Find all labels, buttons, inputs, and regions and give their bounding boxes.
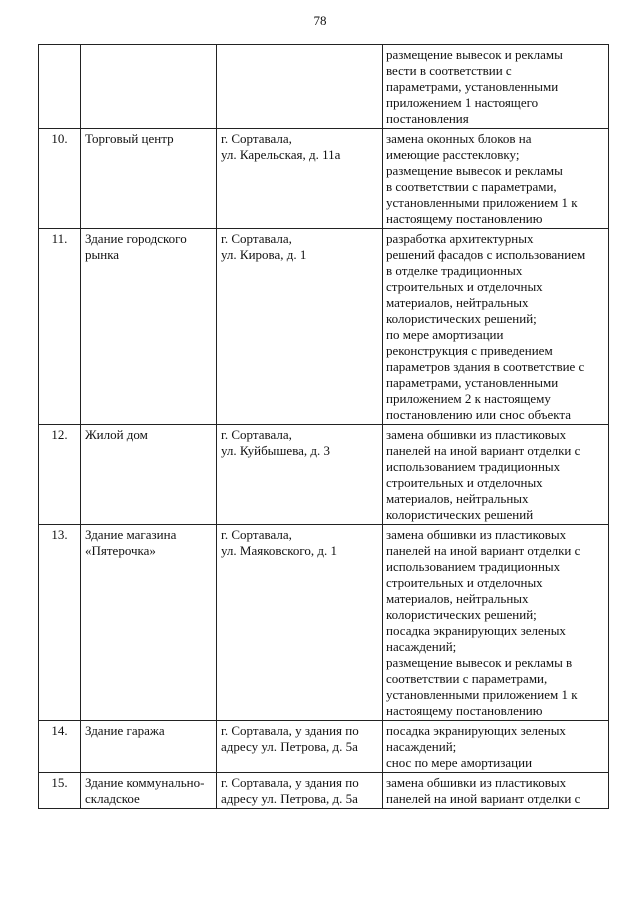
object-address: г. Сортавала, у здания по адресу ул. Петрова, д. 5а xyxy=(217,773,383,809)
row-number: 12. xyxy=(39,425,81,525)
table-row xyxy=(39,45,609,129)
object-name: Жилой дом xyxy=(81,425,217,525)
object-address: г. Сортавала, ул. Кирова, д. 1 xyxy=(217,229,383,425)
object-name: Здание гаража xyxy=(81,721,217,773)
table-row xyxy=(39,425,609,525)
row-number: 11. xyxy=(39,229,81,425)
page-number: 78 xyxy=(313,13,327,28)
object-name: Здание коммунально- складское xyxy=(81,773,217,809)
object-requirements: посадка экранирующих зеленых насаждений; снос по мере амортизации xyxy=(383,721,609,773)
table-row xyxy=(39,525,609,721)
object-address: г. Сортавала, у здания по адресу ул. Петрова, д. 5а xyxy=(217,721,383,773)
table-row xyxy=(39,229,609,425)
object-name: Здание магазина «Пятерочка» xyxy=(81,525,217,721)
row-number: 13. xyxy=(39,525,81,721)
object-requirements: разработка архитектурных решений фасадов с использованием в отделке традиционных строительных и отделочных материалов, нейтральных колористических решений; по мере амортизации реконструкция с приведением параметров здания в соответствие с параметрами, установленными приложением 2 к настоящему постановлению или снос объекта xyxy=(383,229,609,425)
table-row xyxy=(39,773,609,809)
object-address: г. Сортавала, ул. Маяковского, д. 1 xyxy=(217,525,383,721)
row-number: 15. xyxy=(39,773,81,809)
object-requirements: размещение вывесок и рекламы вести в соответствии с параметрами, установленными приложением 1 настоящего постановления xyxy=(383,45,609,129)
object-name xyxy=(81,45,217,129)
object-address: г. Сортавала, ул. Карельская, д. 11а xyxy=(217,129,383,229)
row-number: 14. xyxy=(39,721,81,773)
row-number xyxy=(39,45,81,129)
object-address: г. Сортавала, ул. Куйбышева, д. 3 xyxy=(217,425,383,525)
object-requirements: замена обшивки из пластиковых панелей на иной вариант отделки с xyxy=(383,773,609,809)
object-address xyxy=(217,45,383,129)
row-number: 10. xyxy=(39,129,81,229)
object-requirements: замена оконных блоков на имеющие расстекловку; размещение вывесок и рекламы в соответствии с параметрами, установленными приложением 1 к настоящему постановлению xyxy=(383,129,609,229)
object-name: Торговый центр xyxy=(81,129,217,229)
object-requirements: замена обшивки из пластиковых панелей на иной вариант отделки с использованием традиционных строительных и отделочных материалов, нейтральных колористических решений; посадка экранирующих зеленых насаждений; размещение вывесок и рекламы в соответствии с параметрами, установленными приложением 1 к настоящему постановлению xyxy=(383,525,609,721)
requirements-table xyxy=(38,44,609,809)
object-name: Здание городского рынка xyxy=(81,229,217,425)
object-requirements: замена обшивки из пластиковых панелей на иной вариант отделки с использованием традиционных строительных и отделочных материалов, нейтральных колористических решений xyxy=(383,425,609,525)
table-row xyxy=(39,129,609,229)
table-row xyxy=(39,721,609,773)
